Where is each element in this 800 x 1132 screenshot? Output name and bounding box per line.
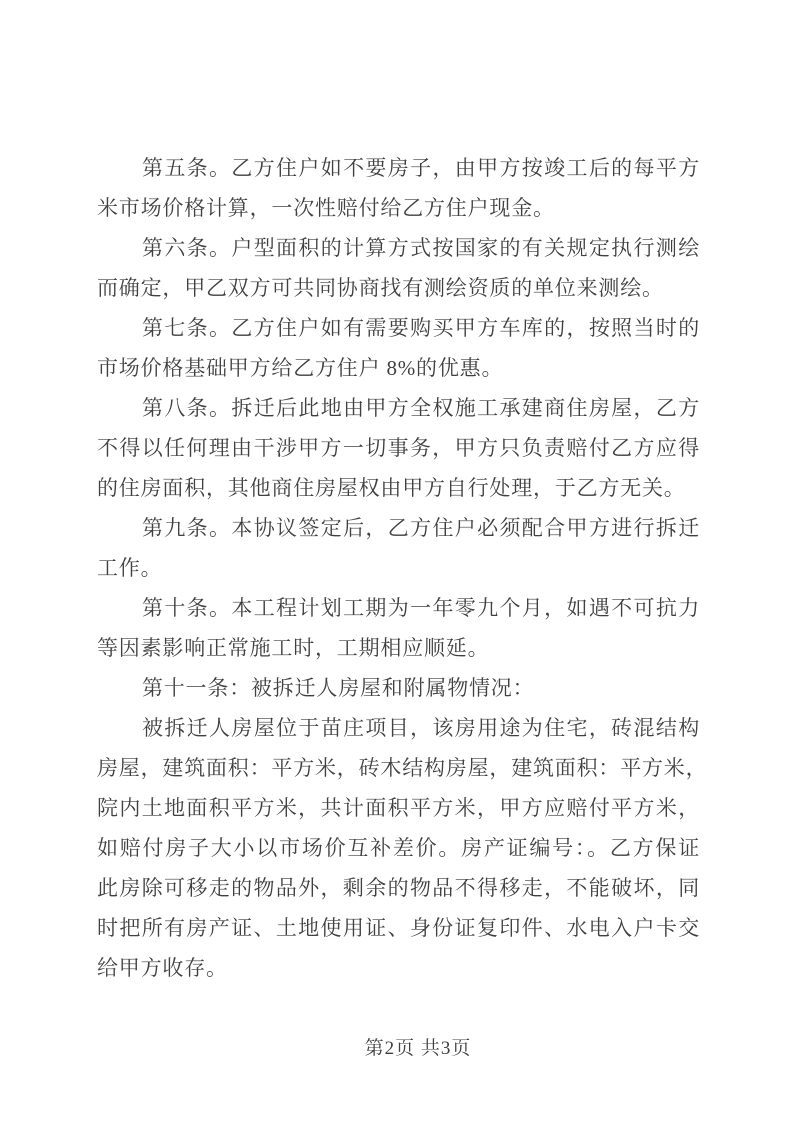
text-line: 等因素影响正常施工时，工期相应顺延。	[97, 636, 490, 660]
text-line: 第十一条：被拆迁人房屋和附属物情况：	[142, 676, 535, 700]
paragraph-clause-6	[97, 228, 700, 308]
text-line: 被拆迁人房屋位于苗庄项目，该房用途为住宅，砖混结构	[142, 716, 700, 740]
text-line: 工作。	[97, 556, 163, 580]
text-line: 不得以任何理由干涉甲方一切事务，甲方只负责赔付乙方应得	[97, 436, 700, 460]
page-footer	[0, 1036, 800, 1062]
paragraph-clause-9	[97, 508, 700, 588]
text-line: 而确定，甲乙双方可共同协商找有测绘资质的单位来测绘。	[97, 276, 664, 300]
paragraph-clause-11-heading	[97, 668, 700, 708]
text-line: 第六条。户型面积的计算方式按国家的有关规定执行测绘	[142, 236, 700, 260]
paragraph-clause-5	[97, 148, 700, 228]
text-line: 第五条。乙方住户如不要房子，由甲方按竣工后的每平方	[142, 156, 700, 180]
text-line: 第九条。本协议签定后，乙方住户必须配合甲方进行拆迁	[142, 516, 700, 540]
paragraph-clause-11-body	[97, 708, 708, 988]
text-line: 第十条。本工程计划工期为一年零九个月，如遇不可抗力	[142, 596, 700, 620]
text-line: 第八条。拆迁后此地由甲方全权施工承建商住房屋，乙方	[142, 396, 700, 420]
paragraph-clause-10	[97, 588, 700, 668]
text-line: 市场价格基础甲方给乙方住户 8%的优惠。	[97, 356, 504, 380]
text-line: 时把所有房产证、土地使用证、身份证复印件、水电入户卡交	[97, 916, 700, 940]
text-line: 第七条。乙方住户如有需要购买甲方车库的，按照当时的	[142, 316, 700, 340]
paragraph-clause-7	[97, 308, 700, 388]
text-line: 院内土地面积平方米，共计面积平方米，甲方应赔付平方米，	[97, 796, 700, 820]
page-number-indicator: 第2页 共3页	[364, 1038, 472, 1059]
paragraph-clause-8	[97, 388, 700, 508]
text-line: 的住房面积，其他商住房屋权由甲方自行处理，于乙方无关。	[97, 476, 686, 500]
text-line: 米市场价格计算，一次性赔付给乙方住户现金。	[97, 196, 555, 220]
text-line: 此房除可移走的物品外，剩余的物品不得移走，不能破坏，同	[97, 876, 700, 900]
text-line: 给甲方收存。	[97, 956, 228, 980]
text-line: 如赔付房子大小以市场价互补差价。房产证编号：。乙方保证	[97, 836, 700, 860]
text-line: 房屋，建筑面积：平方米，砖木结构房屋，建筑面积：平方米，	[97, 756, 708, 780]
document-body	[97, 148, 708, 988]
